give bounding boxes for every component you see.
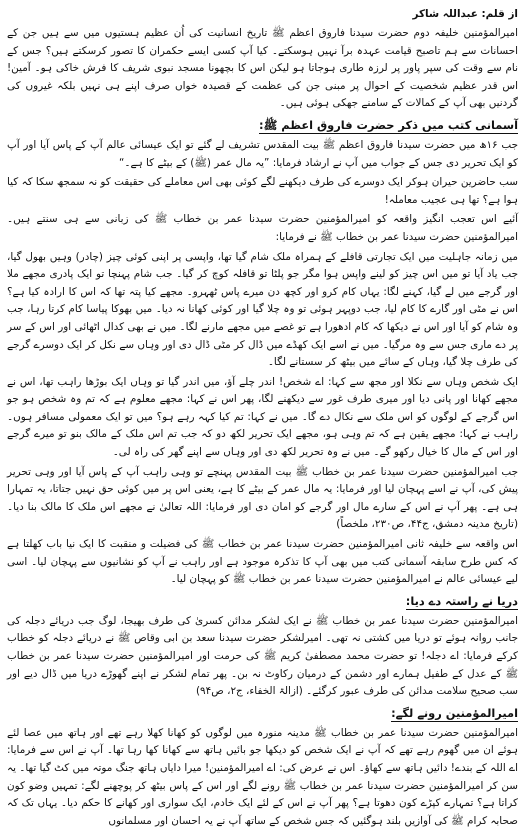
- section-heading-text: دریا نے راستہ دے دیا:: [405, 593, 518, 608]
- section1-paragraph: جب ۱۶ھ میں حضرت سیدنا فاروق اعظم ﷺ بیت المقدس تشریف لے گئے تو ایک عیسائی عالم آپ کے پاس آیا اور آپ کو ایک تحریر دی جس کے جواب میں آپ نے ارشاد فرمایا: ”یہ مال عمر (ﷺ) کے بیٹے کا ہے۔“: [7, 138, 518, 169]
- section-heading-text: امیرالمؤمنین رونے لگے:: [391, 705, 518, 720]
- section1-paragraph: سب حاضرین حیران ہوکر ایک دوسرے کی طرف دیکھنے لگے کوئی بھی اس معاملے کی حقیقت کو نہ سمجھ سکا کہ کیا ہوا ہے؟ تھا ہی عجیب معاملہ!: [7, 176, 518, 206]
- intro-paragraph: امیرالمؤمنین خلیفہ دوم حضرت سیدنا فاروق اعظم ﷺ تاریخ انسانیت کی اُن عظیم ہستیوں میں سے ہیں جن کے احسانات سے ہم تاصبح قیامت عہدہ برآ نہیں ہوسکتے۔ کیا آپ کسی ایسے حکمران کا تصور کرسکتے ہیں؟ جس کے نام سے وقت کی سپر پاور پر لرزہ طاری ہوجاتا ہو لیکن اس کا بچھونا مسجد نبوی شریف کا فرش خاکی ہو۔ آمین! اس قدر عظیم شخصیت کے احوال پر مبنی جن کی عظمت کے قصیدہ خواں صرف اپنے ہی نہیں بلکہ غیروں کی گردنیں بھی آپ کے کمالات کے سامنے جھکی ہوئی ہیں۔: [7, 27, 518, 110]
- section1-paragraph: جب امیرالمؤمنین حضرت سیدنا عمر بن خطاب ﷺ بیت المقدس پہنچے تو وہی راہب آپ کے پاس آیا اور وہی تحریر پیش کی، آپ نے اسے پہچان لیا اور فرمایا: یہ مال عمر کے بیٹے کا ہے، یعنی اس پر میں کوئی حق نہیں جتاتا، یہ تمہارا ہی ہے۔ پھر آپ نے اس کے سارے مال اور گرجے کو امان دی اور فرمایا: اللہ تعالیٰ نے مجھے اس ملک کا مالک بنا دیا۔ (تاریخ مدینہ دمشق، ج۴۴، ص۲۳۰، ملخصاً): [7, 465, 518, 531]
- section1-paragraph: ایک شخص وہاں سے نکلا اور مجھ سے کہا: اے شخص! اندر چلے آؤ، میں اندر گیا تو وہاں ایک بوڑھا راہب تھا، اس نے مجھے کھانا اور پانی دیا اور میری طرف غور سے دیکھنے لگا، پھر اس نے کہا: مجھے معلوم ہے کہ تم وہ شخص ہو جو اس گرجے کے لوگوں کو اس ملک سے نکال دے گا۔ میں نے کہا: تم کیا کہہ رہے ہو؟ میں تو ایک معمولی مسافر ہوں۔ راہب نے کہا: مجھے یقین ہے کہ تم وہی ہو، مجھے ایک تحریر لکھ دو کہ جب تم اس ملک کے مالک بنو تو میرے گرجے اور اس کے مال کا خیال رکھو گے۔ میں نے وہ تحریر لکھ دی اور وہاں سے اپنے گھر کی راہ لی۔: [7, 375, 518, 459]
- section1-paragraph: آئیے اس تعجب انگیز واقعہ کو امیرالمؤمنین حضرت سیدنا عمر بن خطاب ﷺ کی زبانی سے ہی سنتے ہیں۔ امیرالمؤمنین حضرت سیدنا عمر بن خطاب ﷺ نے فرمایا:: [7, 213, 518, 243]
- section-heading-heavenly-books: [7, 117, 518, 134]
- author-byline: از قلم: عبداللہ شاکر: [412, 8, 518, 20]
- section-heading-weeping: [7, 705, 518, 722]
- section1-paragraph: اس واقعہ سے خلیفہ ثانی امیرالمؤمنین حضرت سیدنا عمر بن خطاب ﷺ کی فضیلت و منقبت کا ایک نیا باب کھلتا ہے کہ کس طرح سابقہ آسمانی کتب میں بھی آپ کا تذکرہ موجود ہے اور راہب نے آپ کو نشانیوں سے پہچان لیا۔ اسی لیے عیسائی عالم نے امیرالمؤمنین حضرت سیدنا عمر بن خطاب ﷺ کو پہچان لیا۔: [7, 538, 518, 586]
- section-heading-river: [7, 593, 518, 610]
- section3-paragraph: امیرالمؤمنین حضرت سیدنا عمر بن خطاب ﷺ مدینہ منورہ میں لوگوں کو کھانا کھلا رہے تھے اور ہاتھ میں عصا لئے ہوئے ان میں گھوم رہے تھے کہ آپ نے ایک شخص کو دیکھا جو بائیں ہاتھ سے کھانا کھا رہا تھا۔ آپ نے اس سے فرمایا: اے اللہ کے بندے! دائیں ہاتھ سے کھاؤ۔ اس نے عرض کی: اے امیرالمؤمنین! میرا دایاں ہاتھ جنگ موتہ میں کٹ گیا تھا۔ یہ سن کر امیرالمؤمنین حضرت سیدنا عمر بن خطاب ﷺ رونے لگے اور اس کے پاس بیٹھ کر پوچھنے لگے: تمہیں وضو کون کراتا ہے؟ تمہارے کپڑے کون دھوتا ہے؟ پھر آپ نے اس کے لئے ایک خادم، ایک سواری اور کھانے کا حکم دیا۔ یہاں تک کہ صحابہ کرام ﷺ کی آوازیں بلند ہوگئیں کہ جس شخص کے ساتھ آپ نے یہ احسان اور مسلمانوں: [7, 726, 518, 827]
- section-heading-text: آسمانی کتب میں ذکر حضرت فاروق اعظم ﷺ:: [259, 117, 518, 132]
- section1-paragraph: میں زمانہ جاہلیت میں ایک تجارتی قافلے کے ہمراہ ملک شام گیا تھا، واپسی پر اپنی کوئی چیز (چادر) وہیں بھول گیا، جب یاد آیا تو میں اس چیز کو لینے واپس ہوا مگر جو پلٹا تو قافلہ کوچ کر گیا۔ جب شام پہنچا تو ایک پادری مجھے ملا اور گرجے میں لے گیا، کہنے لگا: یہاں کام کرو اور کچھ دن میرے پاس ٹھہرو۔ مجھے کیا پتہ تھا کہ اس کا ارادہ کیا ہے؟ اس نے مٹی اور گارے کا کام لیا، جب دوپہر ہوئی تو وہ چلا گیا اور کوئی کھانا نہ دیا۔ میں بھوکا پیاسا کام کرتا رہا، جب وہ شام کو آیا اور اس نے دیکھا کہ کام ادھورا ہے تو غصے میں مجھے مارنے لگا۔ میں نے بھی کدال اٹھائی اور اس کے سر پر دے ماری جس سے وہ مرگیا۔ میں نے اسے ایک کھڈے میں ڈال کر مٹی ڈال دی اور وہاں سے نکل کر ایک دوسرے گرجے کی طرف چلا گیا، وہاں کے سائے میں بیٹھ کر سستانے لگا۔: [7, 250, 518, 369]
- section2-paragraph: امیرالمؤمنین حضرت سیدنا عمر بن خطاب ﷺ نے ایک لشکر مدائن کسریٰ کی طرف بھیجا، لوگ جب دریائے دجلہ کی جانب روانہ ہوئے تو دریا میں کشتی نہ تھی۔ امیرلشکر حضرت سیدنا سعد بن ابی وقاص ﷺ نے دریائے دجلہ کو خطاب کرکے فرمایا: اے دجلہ! تو حضرت محمد مصطفیٰ کریم ﷺ کی حرمت اور امیرالمؤمنین حضرت سیدنا عمر بن خطاب ﷺ کے عدل کے طفیل ہمارے اور دشمن کے درمیان رکاوٹ نہ بن۔ پھر تمام لشکر نے اپنے گھوڑے دریا میں ڈال دیے اور سب صحیح سلامت مدائن کی طرف عبور کرگئے۔ (ازالۃ الخفاء، ج۲، ص۹۴): [7, 614, 518, 698]
